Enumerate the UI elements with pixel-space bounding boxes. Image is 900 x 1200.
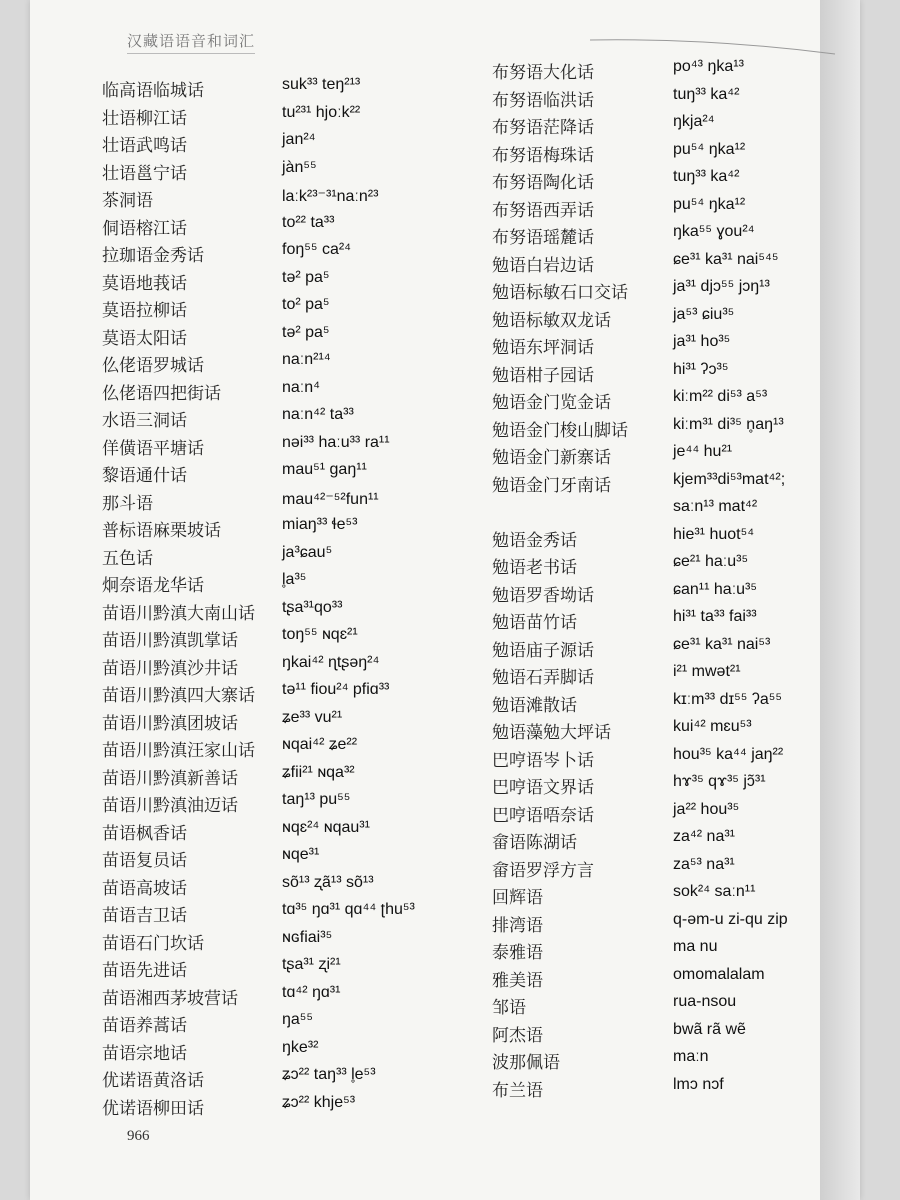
phonetic-form: lmɔ nɔf [673, 1075, 724, 1093]
phonetic-form: sok²⁴ saːn¹¹ [673, 883, 756, 900]
phonetic-form: tʂa³¹qo³³ [282, 598, 343, 616]
phonetic-form: naːn²¹⁴ [282, 351, 331, 368]
language-name: 黎语通什话 [102, 466, 187, 486]
language-name: 勉语标敏双龙话 [492, 310, 611, 331]
language-name: 回辉语 [492, 888, 543, 908]
language-name: 勉语金门牙南话 [492, 475, 611, 496]
language-name: 布努语梅珠话 [492, 145, 594, 166]
language-name: 勉语白岩边话 [492, 255, 594, 276]
phonetic-form: po⁴³ ŋka¹³ [673, 58, 744, 75]
phonetic-form: tə² pa⁵ [282, 323, 330, 341]
language-name: 勉语金门新寨话 [492, 448, 611, 468]
language-name: 勉语金门览金话 [492, 393, 611, 413]
language-name: 布努语茫降话 [492, 118, 594, 138]
phonetic-form: bwã rã wẽ [673, 1020, 746, 1038]
language-name: 苗语石门坎话 [102, 933, 204, 954]
phonetic-form: ma nu [673, 938, 718, 955]
language-name: 壮语邕宁话 [102, 163, 187, 184]
phonetic-form: za⁵³ na³¹ [673, 855, 735, 873]
phonetic-form: rua-nsou [673, 993, 737, 1010]
phonetic-form: hɤ³⁵ qɤ³⁵ jɔ̃³¹ [673, 773, 766, 790]
language-name: 畲语罗浮方言 [492, 860, 594, 881]
phonetic-form: mau⁴²⁻⁵²fun¹¹ [282, 490, 379, 508]
phonetic-form: toŋ⁵⁵ ɴqɛ²¹ [282, 626, 358, 643]
language-name: 阿杰语 [492, 1025, 543, 1046]
language-name: 苗语川黔滇新善话 [102, 768, 238, 789]
language-name: 波那佩语 [492, 1053, 560, 1073]
language-name: 布努语临洪话 [492, 90, 594, 111]
phonetic-form: tuŋ³³ ka⁴² [673, 168, 740, 185]
phonetic-form: ɕe³¹ ka³¹ nai⁵³ [673, 635, 771, 653]
language-name: 雅美语 [492, 970, 543, 991]
phonetic-form: tʂa³¹ ʐi²¹ [282, 956, 341, 973]
language-name: 邹语 [492, 998, 526, 1018]
language-name: 莫语太阳话 [102, 328, 187, 349]
phonetic-form: sõ¹³ ʐã¹³ sõ¹³ [282, 873, 374, 891]
language-name: 巴哼语唔奈话 [492, 805, 594, 826]
phonetic-form: ɴɢfiai³⁵ [282, 928, 333, 946]
phonetic-form: ʑe³³ vu²¹ [282, 708, 343, 726]
phonetic-form: jàn⁵⁵ [282, 158, 317, 176]
language-name: 布努语瑶麓话 [492, 228, 594, 248]
phonetic-form: taŋ¹³ pu⁵⁵ [282, 791, 351, 808]
page-number: 966 [127, 1128, 150, 1144]
phonetic-form: tu²³¹ hjoːk²² [282, 103, 361, 121]
phonetic-form: hie³¹ huot⁵⁴ [673, 525, 755, 543]
language-name: 排湾语 [492, 915, 543, 936]
language-name: 壮语武鸣话 [102, 136, 187, 156]
phonetic-form: kjem³³di⁵³mat⁴²; [673, 470, 786, 488]
language-name: 普标语麻栗坡话 [102, 521, 221, 541]
phonetic-form: naːn⁴² ta³³ [282, 406, 354, 423]
language-name: 佯僙语平塘话 [102, 438, 204, 459]
phonetic-form: ja³¹ djɔ⁵⁵ jɔŋ¹³ [673, 278, 770, 295]
phonetic-form: pu⁵⁴ ŋka¹² [673, 195, 746, 213]
header-curve-decoration [590, 28, 840, 58]
language-name: 侗语榕江话 [102, 218, 187, 239]
language-name: 勉语金门梭山脚话 [492, 420, 628, 441]
phonetic-form: suk³³ teŋ²¹³ [282, 76, 361, 93]
phonetic-form: tuŋ³³ ka⁴² [673, 85, 740, 103]
phonetic-form: ɕe³¹ ka³¹ nai⁵⁴⁵ [673, 250, 779, 268]
phonetic-form: za⁴² na³¹ [673, 828, 735, 845]
phonetic-form: l̥a³⁵ [282, 571, 307, 588]
phonetic-form: hi³¹ ta³³ fai³³ [673, 608, 757, 625]
phonetic-form: ja³¹ ho³⁵ [673, 333, 731, 350]
language-name: 苗语高坡话 [102, 878, 187, 899]
language-name: 苗语湘西茅坡营话 [102, 988, 238, 1009]
language-name: 苗语川黔滇沙井话 [102, 658, 238, 679]
phonetic-form: ɕan¹¹ haːu³⁵ [673, 580, 757, 598]
phonetic-form: hi³¹ ʔɔ³⁵ [673, 360, 729, 378]
language-name: 苗语川黔滇四大寨话 [102, 686, 255, 706]
phonetic-form: hou³⁵ ka⁴⁴ jaŋ²² [673, 745, 784, 763]
language-name: 拉珈语金秀话 [102, 246, 204, 266]
phonetic-form: ŋkja²⁴ [673, 113, 715, 130]
language-name: 布努语大化话 [492, 63, 594, 83]
language-name: 苗语川黔滇油迈话 [102, 796, 238, 816]
phonetic-form: ja²² hou³⁵ [673, 800, 740, 818]
language-name: 勉语标敏石口交话 [492, 283, 628, 303]
language-name: 苗语枫香话 [102, 823, 187, 844]
language-name: 仫佬语罗城话 [102, 356, 204, 376]
language-name: 勉语罗香坳话 [492, 585, 594, 606]
phonetic-form: kiːm²² di⁵³ a⁵³ [673, 388, 768, 405]
language-name: 布努语陶化话 [492, 173, 594, 193]
language-name: 勉语石弄脚话 [492, 668, 594, 688]
language-name: 巴哼语岑卜话 [492, 750, 594, 771]
language-name: 勉语金秀话 [492, 530, 577, 551]
language-name: 那斗语 [102, 493, 153, 514]
language-name: 苗语先进话 [102, 961, 187, 981]
language-name: 布兰语 [492, 1080, 543, 1101]
phonetic-form: ŋke³² [282, 1038, 319, 1056]
phonetic-form: foŋ⁵⁵ ca²⁴ [282, 241, 352, 258]
language-name: 勉语柑子园话 [492, 365, 594, 386]
phonetic-form: ɴqai⁴² ʑe²² [282, 736, 358, 753]
language-name: 苗语养蒿话 [102, 1016, 187, 1036]
phonetic-form: saːn¹³ mat⁴² [673, 498, 758, 515]
phonetic-form: maːn [673, 1048, 709, 1065]
phonetic-form: laːk²³⁻³¹naːn²³ [282, 188, 379, 205]
language-name: 苗语复员话 [102, 851, 187, 871]
phonetic-form: pu⁵⁴ ŋka¹² [673, 140, 746, 158]
phonetic-form: q-əm-u zi-qu zip [673, 910, 788, 928]
phonetic-form: je⁴⁴ hu²¹ [673, 443, 733, 460]
phonetic-form: tə² pa⁵ [282, 268, 330, 286]
phonetic-form: ɕe²¹ haːu³⁵ [673, 553, 749, 570]
language-name: 五色话 [102, 548, 153, 569]
language-name: 勉语老书话 [492, 558, 577, 578]
language-name: 莫语拉柳话 [102, 301, 187, 321]
language-name: 炯奈语龙华话 [102, 576, 204, 596]
phonetic-form: tɑ⁴² ŋɑ³¹ [282, 983, 341, 1001]
phonetic-form: ja³ɕau⁵ [282, 543, 333, 561]
phonetic-form: mau⁵¹ gaŋ¹¹ [282, 461, 367, 478]
phonetic-form: miaŋ³³ ɬe⁵³ [282, 516, 358, 533]
language-name: 苗语川黔滇团坡话 [102, 713, 238, 734]
phonetic-form: tə¹¹ fiou²⁴ pfiɑ³³ [282, 681, 390, 698]
language-name: 勉语滩散话 [492, 695, 577, 716]
running-head: 汉藏语语音和词汇 [127, 30, 255, 54]
phonetic-form: ʑɔ²² taŋ³³ l̥e⁵³ [282, 1066, 376, 1083]
phonetic-form: nəi³³ haːu³³ ra¹¹ [282, 433, 390, 451]
language-name: 茶洞语 [102, 191, 153, 211]
phonetic-form: jan²⁴ [282, 131, 316, 148]
language-name: 勉语藻勉大坪话 [492, 723, 611, 743]
phonetic-form: omomalalam [673, 965, 765, 983]
language-name: 苗语吉卫话 [102, 906, 187, 926]
page-edge-shadow [820, 0, 860, 1200]
phonetic-form: ŋkai⁴² ɳtʂəŋ²⁴ [282, 653, 380, 671]
phonetic-form: kɪːm³³ dɪ⁵⁵ ʔa⁵⁵ [673, 690, 783, 708]
language-name: 仫佬语四把街话 [102, 383, 221, 404]
book-page [30, 0, 860, 1200]
phonetic-form: tɑ³⁵ ŋɑ³¹ qɑ⁴⁴ ʈhu⁵³ [282, 901, 415, 918]
phonetic-form: ʑɔ²² khje⁵³ [282, 1093, 356, 1111]
phonetic-form: ŋa⁵⁵ [282, 1011, 314, 1028]
language-name: 畲语陈湖话 [492, 833, 577, 853]
language-name: 壮语柳江话 [102, 108, 187, 129]
phonetic-form: kui⁴² mɛu⁵³ [673, 718, 752, 735]
language-name: 勉语苗竹话 [492, 613, 577, 633]
phonetic-form: kiːm³¹ di³⁵ n̥aŋ¹³ [673, 415, 784, 433]
language-name: 泰雅语 [492, 943, 543, 963]
phonetic-form: to²² ta³³ [282, 213, 335, 231]
language-name: 巴哼语文界话 [492, 778, 594, 798]
phonetic-form: i²¹ mwət²¹ [673, 663, 741, 680]
language-name: 苗语川黔滇大南山话 [102, 603, 255, 624]
phonetic-form: ŋka⁵⁵ ɣou²⁴ [673, 223, 755, 240]
language-name: 勉语庙子源话 [492, 640, 594, 661]
language-name: 布努语西弄话 [492, 200, 594, 221]
language-name: 莫语地莪话 [102, 273, 187, 294]
language-name: 苗语川黔滇汪家山话 [102, 741, 255, 761]
language-name: 优诺语柳田话 [102, 1098, 204, 1119]
phonetic-form: ɴqe³¹ [282, 846, 320, 863]
phonetic-form: to² pa⁵ [282, 296, 330, 313]
language-name: 苗语川黔滇凯掌话 [102, 631, 238, 651]
language-name: 临高语临城话 [102, 81, 204, 101]
phonetic-form: ɴqɛ²⁴ ɴqau³¹ [282, 818, 370, 836]
language-name: 勉语东坪洞话 [492, 338, 594, 358]
phonetic-form: naːn⁴ [282, 378, 321, 396]
phonetic-form: ja⁵³ ɕiu³⁵ [673, 305, 735, 323]
language-name: 优诺语黄洛话 [102, 1071, 204, 1091]
phonetic-form: ʑfii²¹ ɴqa³² [282, 763, 355, 781]
language-name: 水语三洞话 [102, 411, 187, 431]
language-name: 苗语宗地话 [102, 1043, 187, 1064]
